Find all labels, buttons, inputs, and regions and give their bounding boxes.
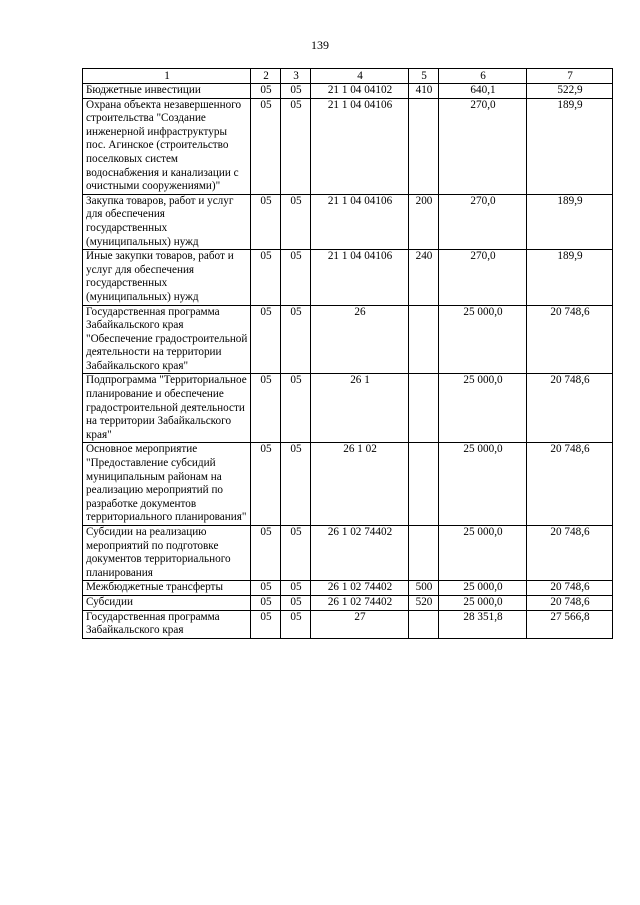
cell-section: 05 [251,526,281,581]
cell-target-code: 26 1 [311,374,409,443]
cell-actual-amount: 189,9 [527,98,613,194]
cell-name: Государственная программа Забайкальского края [83,610,251,638]
cell-planned-amount: 25 000,0 [439,305,527,374]
cell-subsection: 05 [281,305,311,374]
cell-planned-amount: 25 000,0 [439,595,527,610]
cell-actual-amount: 27 566,8 [527,610,613,638]
cell-name: Подпрограмма "Территориальное планирование и обеспечение градостроительной деятельности на территории Забайкальского края" [83,374,251,443]
budget-table [82,68,613,639]
cell-actual-amount: 20 748,6 [527,305,613,374]
table-row [83,610,613,638]
cell-subsection: 05 [281,250,311,305]
cell-actual-amount: 20 748,6 [527,374,613,443]
cell-subsection: 05 [281,526,311,581]
page-number: 139 [311,38,329,52]
cell-planned-amount: 270,0 [439,194,527,249]
cell-planned-amount: 25 000,0 [439,374,527,443]
cell-actual-amount: 20 748,6 [527,526,613,581]
cell-expense-type: 200 [409,194,439,249]
table-row [83,194,613,249]
cell-section: 05 [251,595,281,610]
cell-actual-amount: 189,9 [527,250,613,305]
cell-name: Субсидии на реализацию мероприятий по подготовке документов территориального планирования [83,526,251,581]
cell-planned-amount: 25 000,0 [439,443,527,526]
cell-target-code: 21 1 04 04106 [311,250,409,305]
cell-section: 05 [251,194,281,249]
cell-name: Субсидии [83,595,251,610]
cell-subsection: 05 [281,595,311,610]
cell-planned-amount: 28 351,8 [439,610,527,638]
cell-actual-amount: 189,9 [527,194,613,249]
cell-target-code: 26 1 02 74402 [311,526,409,581]
cell-section: 05 [251,443,281,526]
cell-name: Государственная программа Забайкальского края "Обеспечение градостроительной деятельности на территории Забайкальского края" [83,305,251,374]
cell-subsection: 05 [281,581,311,596]
cell-section: 05 [251,581,281,596]
cell-section: 05 [251,98,281,194]
cell-section: 05 [251,610,281,638]
table-row [83,98,613,194]
cell-target-code: 21 1 04 04106 [311,98,409,194]
cell-target-code: 21 1 04 04106 [311,194,409,249]
cell-name: Охрана объекта незавершенного строительства "Создание инженерной инфраструктуры пос. Агинское (строительство поселковых систем водоснабжения и канализации с очистными сооружениями)" [83,98,251,194]
table-row [83,374,613,443]
column-header-6: 6 [439,69,527,84]
cell-target-code: 26 1 02 74402 [311,581,409,596]
column-header-7: 7 [527,69,613,84]
cell-subsection: 05 [281,610,311,638]
table-row [83,305,613,374]
cell-subsection: 05 [281,374,311,443]
column-header-2: 2 [251,69,281,84]
table-row [83,581,613,596]
table-row [83,84,613,99]
cell-subsection: 05 [281,84,311,99]
cell-planned-amount: 25 000,0 [439,581,527,596]
cell-expense-type: 410 [409,84,439,99]
cell-subsection: 05 [281,443,311,526]
column-number-header-row [83,69,613,84]
cell-expense-type [409,374,439,443]
table-row [83,443,613,526]
cell-actual-amount: 20 748,6 [527,443,613,526]
table-body [83,84,613,639]
table-row [83,595,613,610]
cell-name: Межбюджетные трансферты [83,581,251,596]
cell-section: 05 [251,250,281,305]
cell-actual-amount: 20 748,6 [527,595,613,610]
cell-expense-type [409,305,439,374]
table-row [83,526,613,581]
cell-section: 05 [251,84,281,99]
cell-section: 05 [251,374,281,443]
cell-expense-type: 520 [409,595,439,610]
column-header-3: 3 [281,69,311,84]
cell-expense-type [409,526,439,581]
table-row [83,250,613,305]
cell-name: Закупка товаров, работ и услуг для обеспечения государственных (муниципальных) нужд [83,194,251,249]
cell-section: 05 [251,305,281,374]
cell-target-code: 27 [311,610,409,638]
column-header-4: 4 [311,69,409,84]
cell-subsection: 05 [281,194,311,249]
cell-name: Бюджетные инвестиции [83,84,251,99]
cell-target-code: 26 1 02 [311,443,409,526]
cell-name: Основное мероприятие "Предоставление субсидий муниципальным районам на реализацию мероприятий по разработке документов территориального планирования" [83,443,251,526]
cell-planned-amount: 640,1 [439,84,527,99]
cell-subsection: 05 [281,98,311,194]
cell-target-code: 26 1 02 74402 [311,595,409,610]
cell-target-code: 21 1 04 04102 [311,84,409,99]
column-header-1: 1 [83,69,251,84]
column-header-5: 5 [409,69,439,84]
cell-actual-amount: 522,9 [527,84,613,99]
cell-expense-type: 240 [409,250,439,305]
cell-name: Иные закупки товаров, работ и услуг для обеспечения государственных (муниципальных) нужд [83,250,251,305]
cell-planned-amount: 270,0 [439,98,527,194]
cell-expense-type [409,98,439,194]
cell-planned-amount: 25 000,0 [439,526,527,581]
cell-expense-type: 500 [409,581,439,596]
cell-actual-amount: 20 748,6 [527,581,613,596]
cell-expense-type [409,610,439,638]
cell-expense-type [409,443,439,526]
cell-planned-amount: 270,0 [439,250,527,305]
cell-target-code: 26 [311,305,409,374]
